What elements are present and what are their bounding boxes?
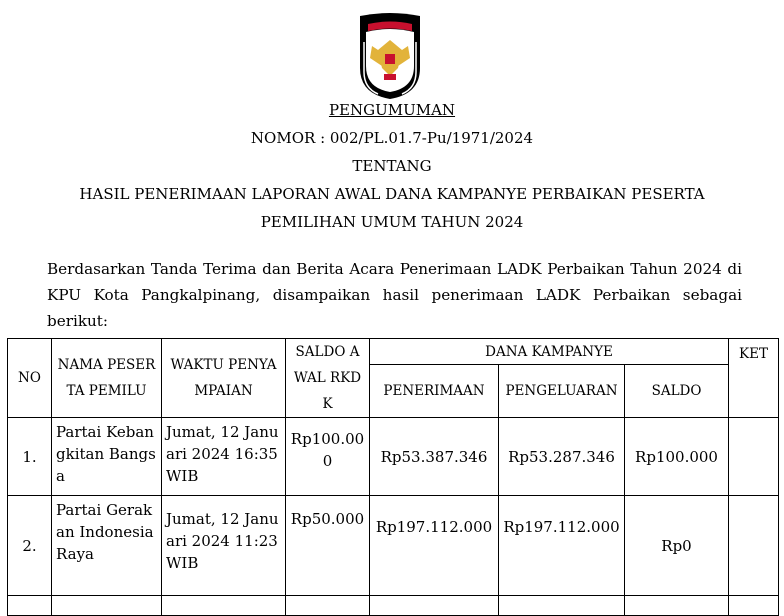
intro-paragraph: Berdasarkan Tanda Terima dan Berita Acara Penerimaan LADK Perbaikan Tahun 2024 di KPU Kota Pangkalpinang, disampaikan hasil penerimaan LADK Perbaikan sebagai berikut: (47, 260, 742, 330)
cell-initial-balance: Rp50.000 (286, 496, 370, 596)
table-row (8, 596, 779, 616)
cell-note (729, 418, 779, 496)
about-label: TENTANG (352, 157, 432, 175)
header-balance: SALDO (625, 365, 729, 418)
cell-expense: Rp197.112.000 (499, 496, 625, 596)
header-participant: NAMA PESERTA PEMILU (52, 339, 162, 418)
header-time: WAKTU PENYAMPAIAN (162, 339, 286, 418)
table-header-row (8, 339, 779, 365)
header-no: NO (8, 339, 52, 418)
table-row (8, 496, 779, 596)
cell-time: Jumat, 12 Januari 2024 16:35 WIB (162, 418, 286, 496)
cell-income: Rp53.387.346 (370, 418, 499, 496)
cell-balance: Rp100.000 (625, 418, 729, 496)
cell-no: 2. (8, 496, 52, 596)
cell-balance: Rp0 (625, 496, 729, 596)
document-number: NOMOR : 002/PL.01.7-Pu/1971/2024 (250, 129, 534, 147)
cell-note (729, 496, 779, 596)
ladk-table (7, 338, 779, 616)
header-initial-balance: SALDO AWAL RKDK (286, 339, 370, 418)
page-title: PENGUMUMAN (328, 101, 456, 119)
cell-participant: Partai Kebangkitan Bangsa (52, 418, 162, 496)
header-note: KET (729, 339, 779, 418)
cell-initial-balance: Rp100.000 (286, 418, 370, 496)
cell-expense: Rp53.287.346 (499, 418, 625, 496)
subject-line-2: PEMILIHAN UMUM TAHUN 2024 (260, 213, 524, 231)
cell-no: 1. (8, 418, 52, 496)
table-row (8, 418, 779, 496)
kpu-logo (354, 10, 426, 100)
header-income: PENERIMAAN (370, 365, 499, 418)
subject-line-1: HASIL PENERIMAAN LAPORAN AWAL DANA KAMPANYE PERBAIKAN PESERTA (79, 185, 705, 203)
cell-participant: Partai Gerakan Indonesia Raya (52, 496, 162, 596)
header-campaign-funds: DANA KAMPANYE (370, 339, 729, 365)
header-expense: PENGELUARAN (499, 365, 625, 418)
cell-income: Rp197.112.000 (370, 496, 499, 596)
cell-time: Jumat, 12 Januari 2024 11:23 WIB (162, 496, 286, 596)
